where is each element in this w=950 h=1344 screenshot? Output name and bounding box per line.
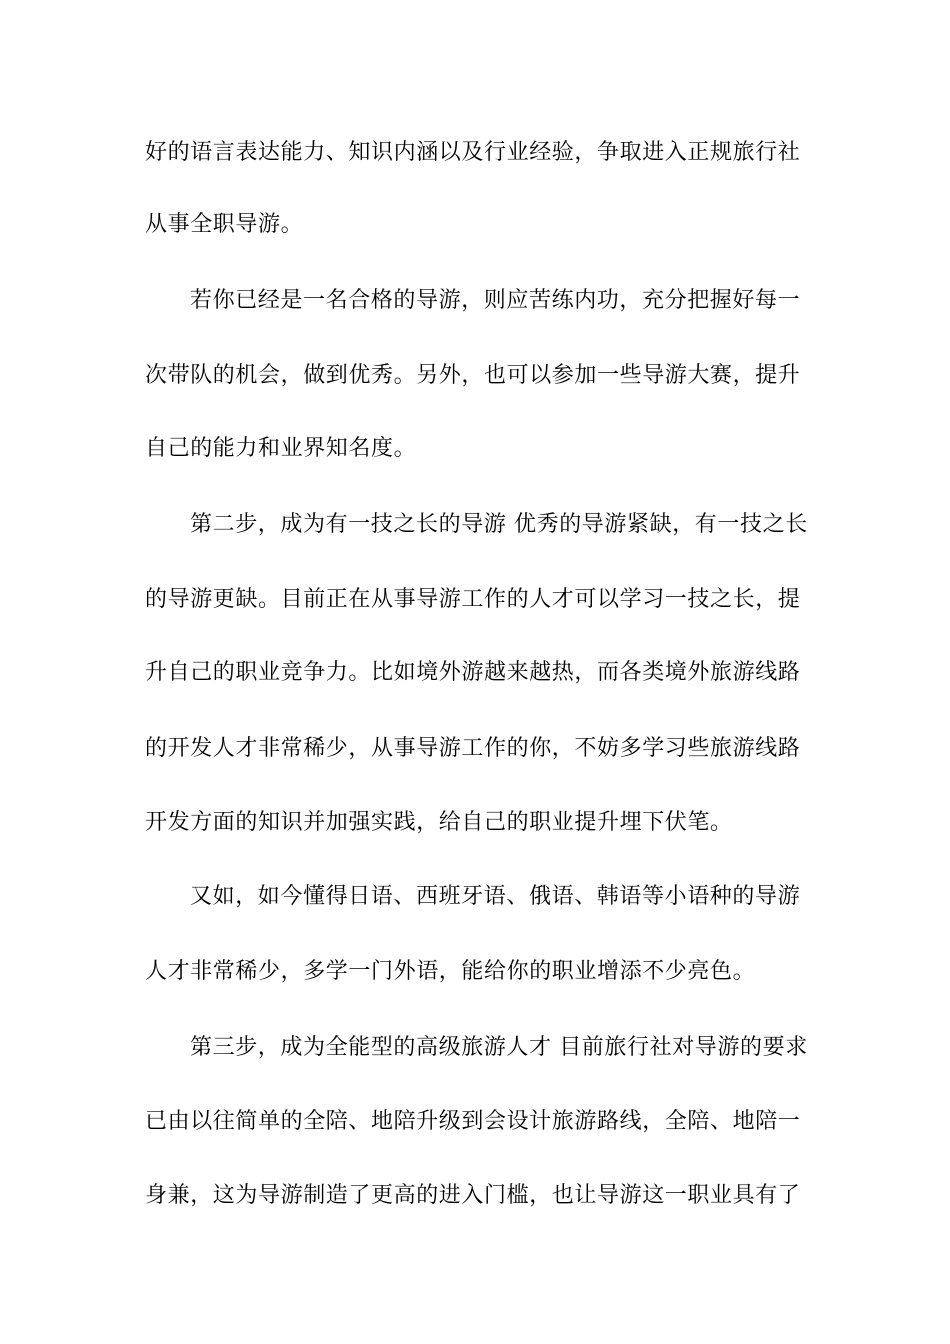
text-line: 次带队的机会，做到优秀。另外，也可以参加一些导游大赛，提升 [145,363,801,388]
text-line: 第三步，成为全能型的高级旅游人才 目前旅行社对导游的要求 [190,1035,808,1060]
text-line: 开发方面的知识并加强实践，给自己的职业提升埋下伏笔。 [145,810,733,835]
text-line: 又如，如今懂得日语、西班牙语、俄语、韩语等小语种的导游 [190,884,801,909]
text-line: 若你已经是一名合格的导游，则应苦练内功，充分把握好每一 [190,288,801,313]
text-line: 好的语言表达能力、知识内涵以及行业经验，争取进入正规旅行社 [145,140,801,165]
text-line: 已由以往简单的全陪、地陪升级到会设计旅游路线，全陪、地陪一 [145,1109,801,1134]
text-line: 第二步，成为有一技之长的导游 优秀的导游紧缺，有一技之长 [190,512,808,537]
text-line: 自己的能力和业界知名度。 [145,436,417,461]
text-line: 升自己的职业竞争力。比如境外游越来越热，而各类境外旅游线路 [145,660,801,685]
text-line: 的导游更缺。目前正在从事导游工作的人才可以学习一技之长，提 [145,587,801,612]
text-line: 的开发人才非常稀少，从事导游工作的你，不妨多学习些旅游线路 [145,736,801,761]
text-line: 身兼，这为导游制造了更高的进入门槛，也让导游这一职业具有了 [145,1183,801,1208]
text-line: 人才非常稀少，多学一门外语，能给你的职业增添不少亮色。 [145,959,756,984]
text-line: 从事全职导游。 [145,212,304,237]
